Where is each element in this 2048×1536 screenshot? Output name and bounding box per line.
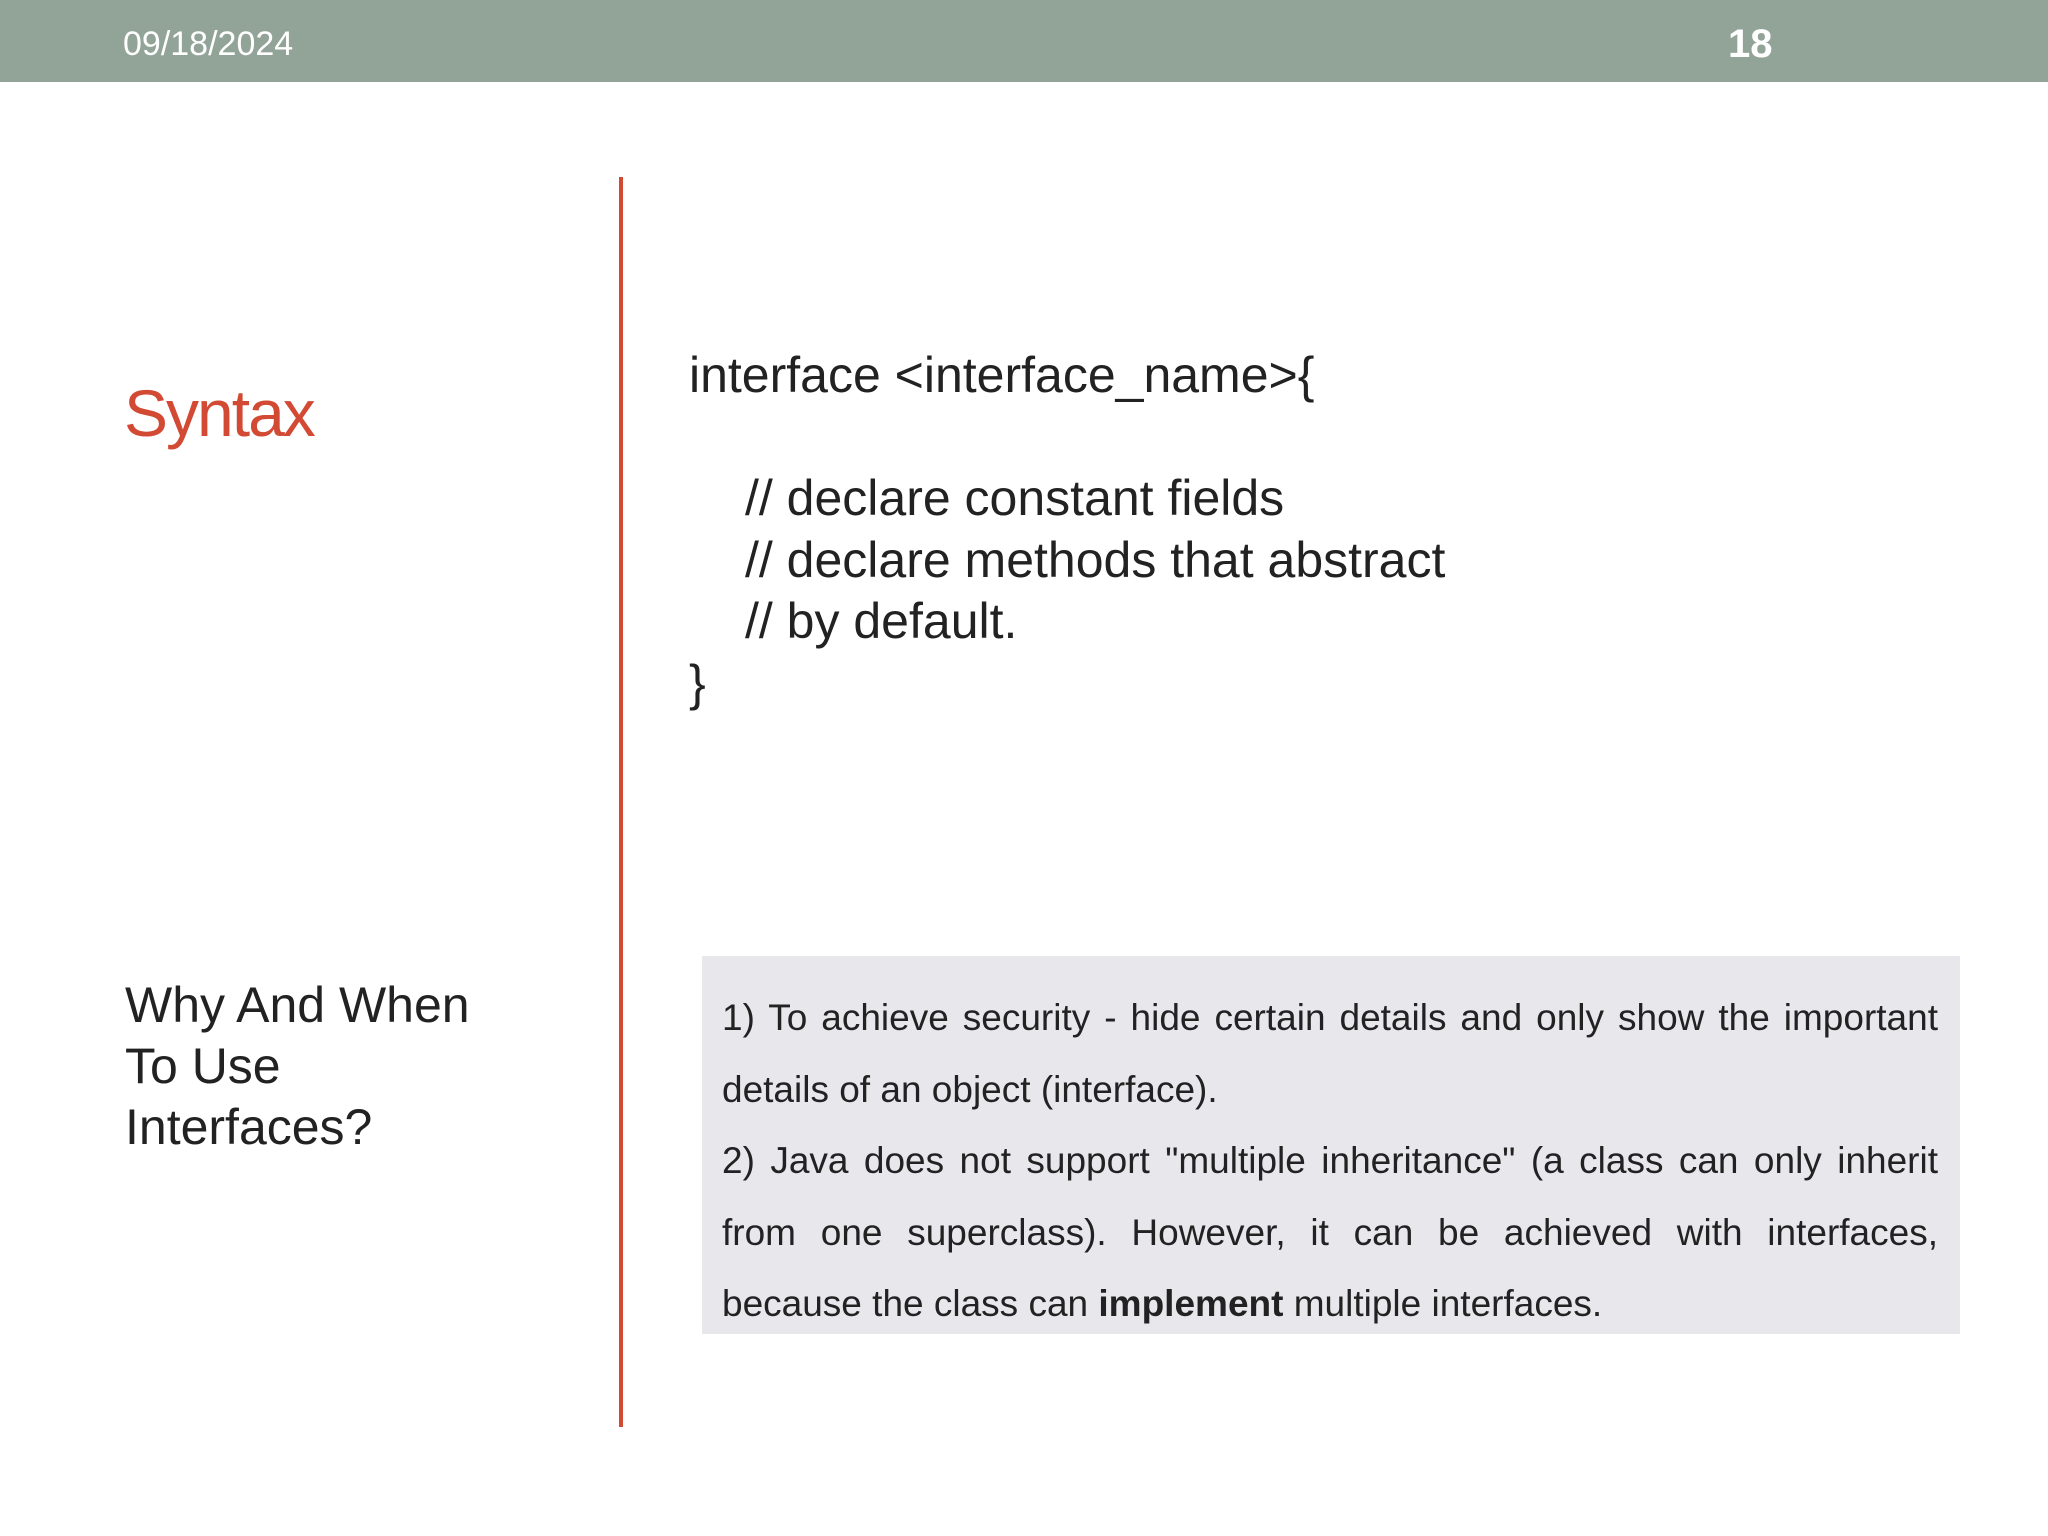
why-heading-line: Why And When bbox=[125, 977, 470, 1033]
syntax-code-block bbox=[689, 345, 1889, 714]
code-line: // declare constant fields bbox=[745, 470, 1285, 526]
reason-1: 1) To achieve security - hide certain details and only show the important details of an object (interface). bbox=[722, 997, 1938, 1110]
vertical-divider bbox=[619, 177, 623, 1427]
code-line: interface <interface_name>{ bbox=[689, 347, 1315, 403]
code-line: } bbox=[689, 654, 706, 711]
reasons-box bbox=[702, 956, 1960, 1334]
reasons-text bbox=[722, 982, 1938, 1340]
slide-date: 09/18/2024 bbox=[123, 25, 294, 63]
reason-2-text-end: multiple interfaces. bbox=[1283, 1283, 1603, 1324]
why-heading bbox=[125, 975, 545, 1158]
syntax-heading: Syntax bbox=[124, 376, 314, 450]
reason-2-text: 2) Java does not support "multiple inheritance" (a class can only inherit from one superclass). However, it can be achieved with interfaces, because the class can bbox=[722, 1140, 1938, 1324]
reason-2 bbox=[722, 1125, 1938, 1340]
code-line: // declare methods that abstract bbox=[745, 531, 1446, 588]
reason-2-bold: implement bbox=[1098, 1283, 1284, 1324]
slide-page-number: 18 bbox=[1728, 22, 1773, 66]
slide-header-bar bbox=[0, 0, 2048, 82]
why-heading-line: To Use bbox=[125, 1038, 281, 1094]
code-line: // by default. bbox=[745, 593, 1018, 649]
code-line bbox=[689, 407, 1889, 469]
why-heading-line: Interfaces? bbox=[125, 1099, 373, 1155]
